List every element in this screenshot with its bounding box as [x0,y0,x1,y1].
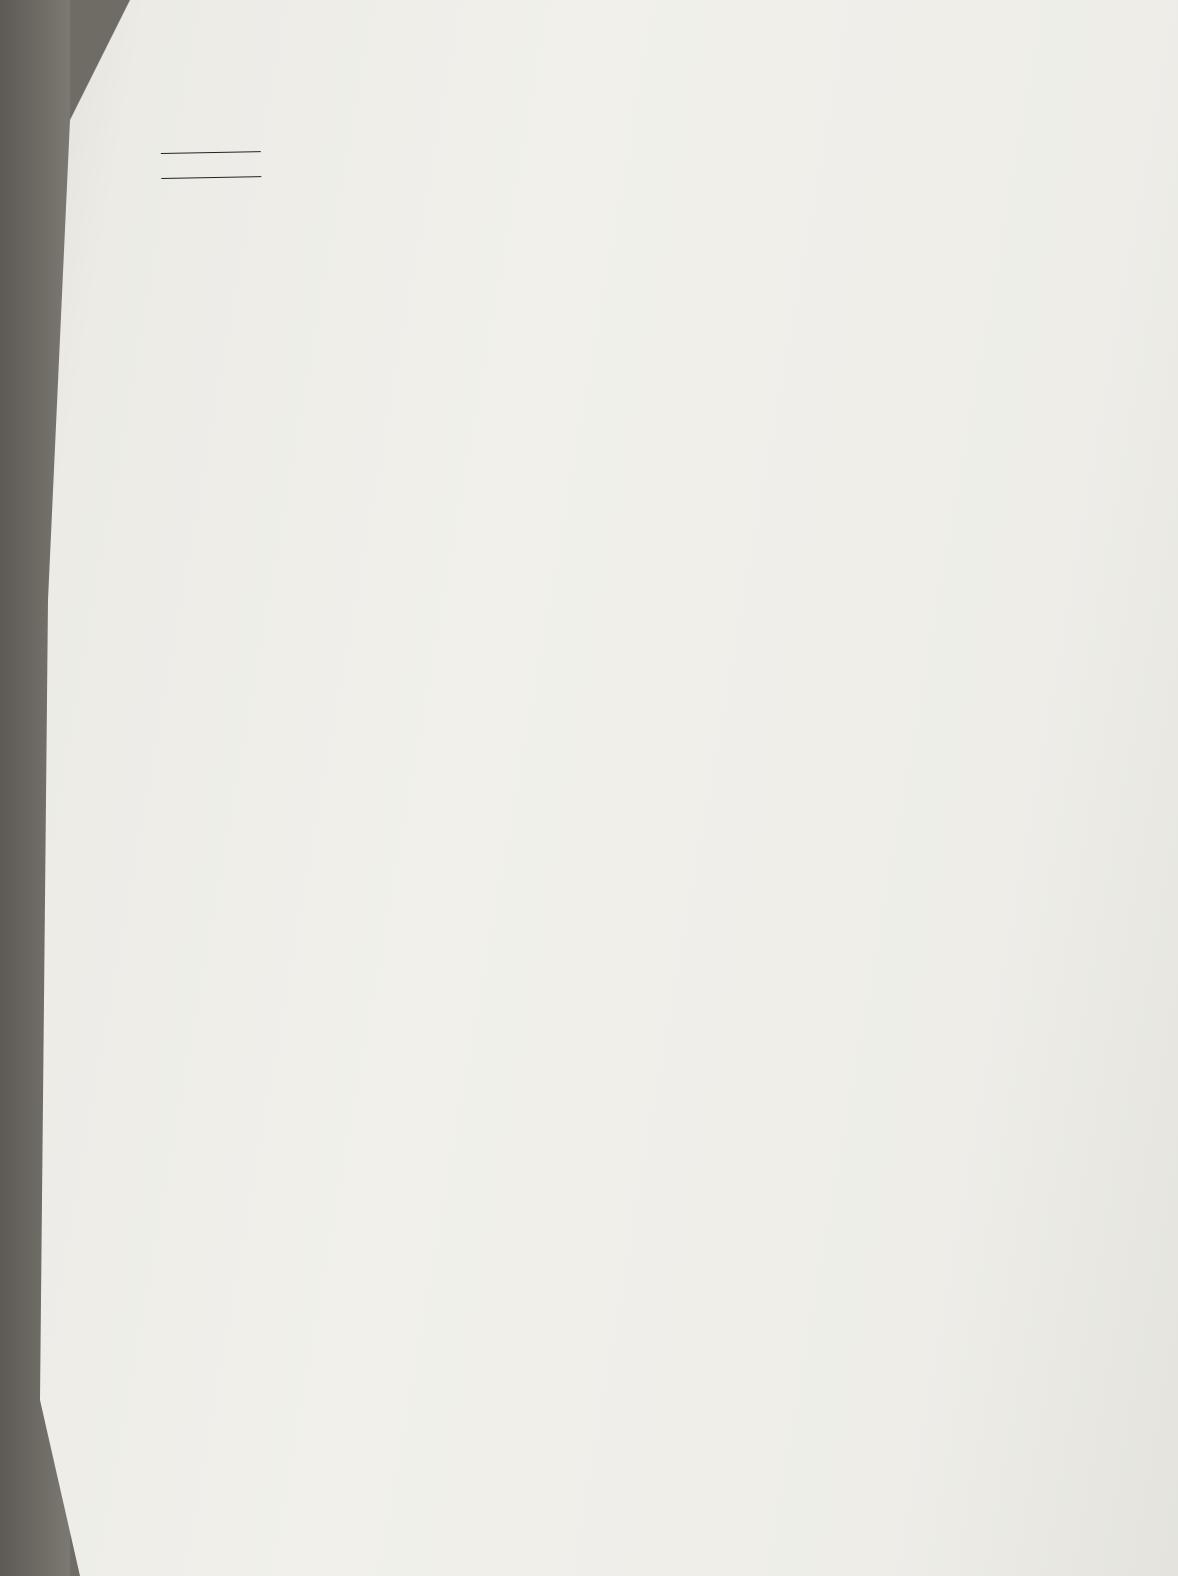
q20-blank [161,176,261,179]
q17-blank [161,151,261,154]
worksheet-content [110,90,1171,186]
